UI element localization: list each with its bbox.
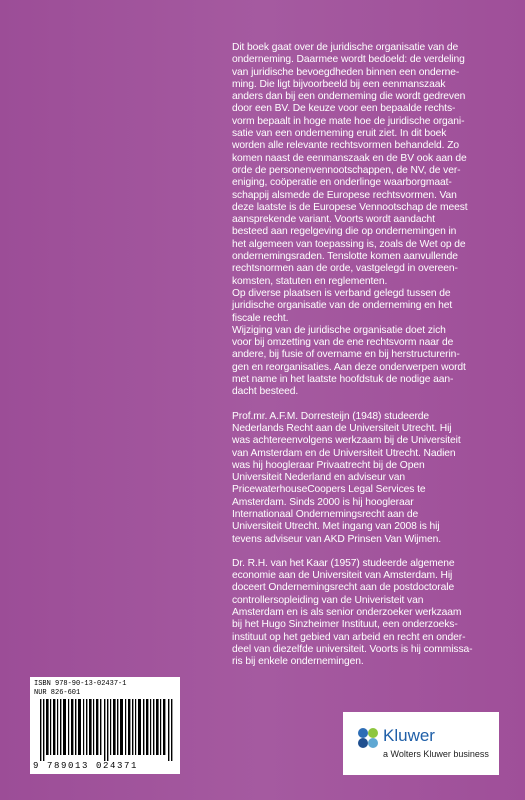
nur-code: NUR 826-601 [34,689,81,697]
bio-line: van Amsterdam en de Universiteit Utrecht. Nadien [232,447,456,459]
bio-line: Nederlands Recht aan de Universiteit Utrecht. Hij [232,422,452,434]
blurb-line: ming. Die ligt bijvoorbeeld bij een eenmanszaak [232,78,446,90]
blurb-line: Wijziging van de juridische organisatie doet zich [232,324,446,336]
bio-line: Prof.mr. A.F.M. Dorresteijn (1948) studeerde [232,410,430,422]
blurb-line: dacht besteed. [232,386,299,398]
blurb-line: vorm bepaalt in hoge mate hoe de juridische organi- [232,115,465,127]
bio-line: deel van diezelfde universiteit. Voorts is hij commissa- [232,643,473,655]
blurb-line: andere, bij fusie of overname en bij herstructurerin- [232,349,460,361]
bio-line: was hij hoogleraar Privaatrecht bij de Open [232,459,425,471]
blurb-line: van juridische bevoegdheden binnen een onderne- [232,66,460,78]
bio-line: Internationaal Ondernemingsrecht aan de [232,508,419,520]
bio-line: PricewaterhouseCoopers Legal Services te [232,484,426,496]
barcode-label [30,677,180,774]
publisher-logo [343,712,499,775]
blurb-line: rechtsnormen aan de orde, vastgelegd in overeen- [232,263,458,275]
blurb-line: eniging, coöperatie en onderlinge waarborgmaat- [232,177,452,189]
bio-line: controllersopleiding van de Univeristeit van [232,594,424,606]
bio-line: tevens adviseur van AKD Prinsen Van Wijmen. [232,533,441,545]
blurb-line: ondernemingsraden. Tenslotte komen aanvullende [232,251,458,263]
blurb-line: met name in het laatste hoofdstuk de nodige aan- [232,374,454,386]
blurb-line: voor bij omzetting van de ene rechtsvorm naar de [232,337,454,349]
blurb-line: Op diverse plaatsen is verband gelegd tussen de [232,287,451,299]
bio-line: Universiteit Nederland en adviseur van [232,472,406,484]
publisher-tagline: a Wolters Kluwer business [383,749,489,759]
blurb-paragraph [232,42,504,399]
blurb-line: komsten, statuten en reglementen. [232,275,388,287]
bio-line: was achtereenvolgens werkzaam bij de Universiteit [232,435,461,447]
bio-line: Dr. R.H. van het Kaar (1957) studeerde algemene [232,557,455,569]
blurb-line: fiscale recht. [232,312,289,324]
bio-line: Universiteit Utrecht. Met ingang van 2008 is hij [232,521,440,533]
blurb-line: komen naast de eenmanszaak en de BV ook aan de [232,152,467,164]
bio-line: bij het Hugo Sinzheimer Instituut, een onderzoeks- [232,619,458,631]
blurb-line: onderneming. Daarmee wordt bedoeld: de verdeling [232,54,465,66]
blurb-line: satie van een onderneming eruit ziet. In dit boek [232,128,447,140]
blurb-line: orde de personenvennootschappen, de NV, de ver- [232,164,461,176]
bio-line: ris bij enkele ondernemingen. [232,656,364,668]
blurb-line: gen en reorganisaties. Aan deze onderwerpen wordt [232,361,466,373]
bio-line: instituut op het gebied van arbeid en recht en onder- [232,631,466,643]
blurb-line: aansprekende variant. Voorts wordt aandacht [232,214,435,226]
kluwer-logo-icon [357,727,379,749]
blurb-line: anders dan bij een onderneming die wordt gedreven [232,91,466,103]
isbn-number: ISBN 978-90-13-02437-1 [34,680,127,688]
bio-line: doceert Ondernemingsrecht aan de postdoctorale [232,582,455,594]
blurb-line: juridische organisatie van de onderneming en het [232,300,453,312]
blurb-line: het algemeen van toepassing is, zoals de Wet op de [232,238,466,250]
blurb-line: deze laatste is de Europese Vennootschap de meest [232,201,468,213]
blurb-line: schappij alsmede de Europese rechtsvormen. Van [232,189,457,201]
blurb-line: worden alle relevante rechtsvormen behandeld. Zo [232,140,460,152]
barcode-digits: 9 789013 024371 [33,761,139,771]
blurb-line: Dit boek gaat over de juridische organisatie van de [232,42,459,53]
back-cover-text [232,42,504,669]
blurb-line: door een BV. De keuze voor een bepaalde rechts- [232,103,456,115]
bio-line: Amsterdam en is als senior onderzoeker werkzaam [232,607,462,619]
author-bio-dorresteijn [232,411,504,546]
blurb-line: besteed aan regelgeving die op ondernemingen in [232,226,457,238]
barcode-bars [38,699,176,761]
author-bio-van-het-kaar [232,558,504,669]
bio-line: Amsterdam. Sinds 2000 is hij hoogleraar [232,496,414,508]
bio-line: economie aan de Universiteit van Amsterdam. Hij [232,570,453,582]
publisher-name: Kluwer [383,726,435,745]
